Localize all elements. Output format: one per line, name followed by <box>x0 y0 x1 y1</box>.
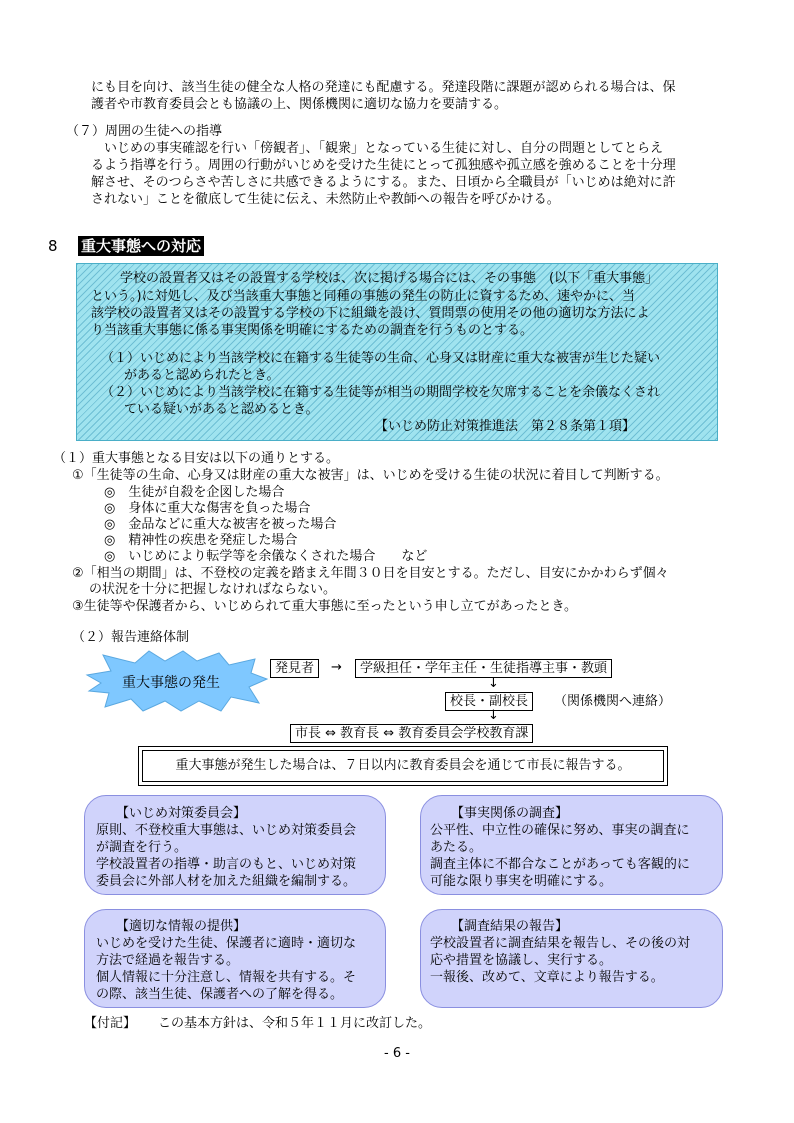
card-committee-line-2: が調査を行う。 <box>96 840 188 855</box>
discoverer-box: 発見者 <box>270 659 319 678</box>
report-rule-text: 重大事態が発生した場合は、７日以内に教育委員会を通じて市長に報告する。 <box>142 750 664 782</box>
item7-line-2: るよう指導を行う。周囲の行動がいじめを受けた生徒にとって孤独感や孤立感を強めることを十分理 <box>91 158 676 173</box>
card-results-line-3: 一報後、改めて、文章により報告する。 <box>430 970 664 985</box>
law-item-2-cont: ている疑いがあると認めるとき。 <box>124 402 319 417</box>
card-investigation-title: 【事実関係の調査】 <box>451 806 569 821</box>
officials-box: 市長 ⇔ 教育長 ⇔ 教育委員会学校教育課 <box>290 724 533 743</box>
right-arrow: → <box>331 660 342 675</box>
card-committee-line-3: 学校設置者の指導・助言のもと、いじめ対策 <box>96 857 357 872</box>
criteria-title: （１）重大事態となる目安は以下の通りとする。 <box>53 451 340 466</box>
occurrence-label: 重大事態の発生 <box>122 675 220 691</box>
card-committee-line-1: 原則、不登校重大事態は、いじめ対策委員会 <box>96 823 357 838</box>
law-line-4: り当該重大事態に係る事実関係を明確にするための調査を行うものとする。 <box>91 323 534 338</box>
card-information-line-1: いじめを受けた生徒、保護者に適時・適切な <box>96 936 357 951</box>
card-information-title: 【適切な情報の提供】 <box>116 919 247 934</box>
card-results-title: 【調査結果の報告】 <box>451 919 569 934</box>
card-investigation-line-4: 可能な限り事実を明確にする。 <box>430 874 613 889</box>
law-line-1: 学校の設置者又はその設置する学校は、次に掲げる場合には、その事態 (以下「重大事態」 <box>120 271 659 286</box>
criteria-bullet-1: ◎ 生徒が自殺を企図した場合 <box>104 485 285 500</box>
criteria-item-2-cont: の状況を十分に把握しなければならない。 <box>89 582 337 597</box>
criteria-bullet-4: ◎ 精神性の疾患を発症した場合 <box>104 533 298 548</box>
criteria-item-3: ③生徒等や保護者から、いじめられて重大事態に至ったという申し立てがあったとき。 <box>72 599 578 614</box>
card-information-line-3: 個人情報に十分注意し、情報を共有する。そ <box>96 970 357 985</box>
card-committee-line-4: 委員会に外部人材を加えた組織を編制する。 <box>96 874 357 889</box>
principal-box: 校長・副校長 <box>445 692 533 711</box>
card-investigation-line-2: あたる。 <box>430 840 483 855</box>
law-line-3: 該学校の設置者又はその設置する学校の下に組織を設け、質問票の使用その他の適切な方法によ <box>91 306 650 321</box>
card-results-line-2: 応や措置を協議し、実行する。 <box>430 953 613 968</box>
intro-line-1: にも目を向け、該当生徒の健全な人格の発達にも配慮する。発達段階に課題が認められる場合は、保 <box>91 80 676 95</box>
law-line-2: という。)に対処し、及び当該重大事態と同種の事態の発生の防止に資するため、速やかに、当 <box>91 289 636 304</box>
teachers-box: 学級担任・学年主任・生徒指導主事・教頭 <box>355 659 612 678</box>
item7-line-4: されない」ことを徹底して生徒に伝え、未然防止や教師への報告を呼びかける。 <box>91 192 560 207</box>
card-information-line-2: 方法で経過を報告する。 <box>96 953 240 968</box>
card-investigation-line-1: 公平性、中立性の確保に努め、事実の調査に <box>430 823 690 838</box>
card-committee-title: 【いじめ対策委員会】 <box>116 806 247 821</box>
law-item-2: （２）いじめにより当該学校に在籍する生徒等が相当の期間学校を欠席することを余儀なくされ <box>101 385 661 400</box>
item7-line-1: いじめの事実確認を行い「傍観者」、「観衆」となっている生徒に対し、自分の問題としてとらえ <box>104 141 664 156</box>
item7-title: （７）周囲の生徒への指導 <box>66 124 223 139</box>
card-information-line-4: の際、該当生徒、保護者への了解を得る。 <box>96 987 344 1002</box>
criteria-bullet-2: ◎ 身体に重大な傷害を負った場合 <box>104 501 311 516</box>
criteria-bullet-3: ◎ 金品などに重大な被害を被った場合 <box>104 517 337 532</box>
down-arrow-1: ↓ <box>488 676 499 691</box>
note-label: 【付記】 <box>84 1016 137 1031</box>
criteria-item-1: ①「生徒等の生命、心身又は財産の重大な被害」は、いじめを受ける生徒の状況に着目して判断する。 <box>72 468 669 483</box>
card-results-line-1: 学校設置者に調査結果を報告し、その後の対 <box>430 936 691 951</box>
down-arrow-2: ↓ <box>488 708 499 723</box>
intro-line-2: 護者や市教育委員会とも協議の上、関係機関に適切な協力を要請する。 <box>91 97 508 112</box>
section8-title: 重大事態への対応 <box>78 236 204 256</box>
page-number: - 6 - <box>384 1046 410 1061</box>
report-rule-box <box>138 746 668 786</box>
criteria-item-2: ②「相当の期間」は、不登校の定義を踏まえ年間３０日を目安とする。ただし、目安にかかわらず個々 <box>72 566 669 581</box>
law-item-1: （１）いじめにより当該学校に在籍する生徒等の生命、心身又は財産に重大な被害が生じた疑い <box>101 351 661 366</box>
law-citation: 【いじめ防止対策推進法 第２８条第１項】 <box>375 419 636 434</box>
law-item-1-cont: があると認められたとき。 <box>124 368 280 383</box>
section8-heading <box>48 236 204 256</box>
criteria-bullet-5: ◎ いじめにより転学等を余儀なくされた場合 など <box>104 549 428 564</box>
section8-number: 8 <box>48 237 58 255</box>
related-agencies: （関係機関へ連絡） <box>554 694 672 709</box>
item7-line-3: 解させ、そのつらさや苦しさに共感できるようにする。また、日頃から全職員が「いじめは絶対に許 <box>91 175 676 190</box>
card-investigation-line-3: 調査主体に不都合なことがあっても客観的に <box>430 857 690 872</box>
reporting-title: （２）報告連絡体制 <box>72 630 190 645</box>
note-text: この基本方針は、令和５年１１月に改訂した。 <box>158 1016 432 1031</box>
